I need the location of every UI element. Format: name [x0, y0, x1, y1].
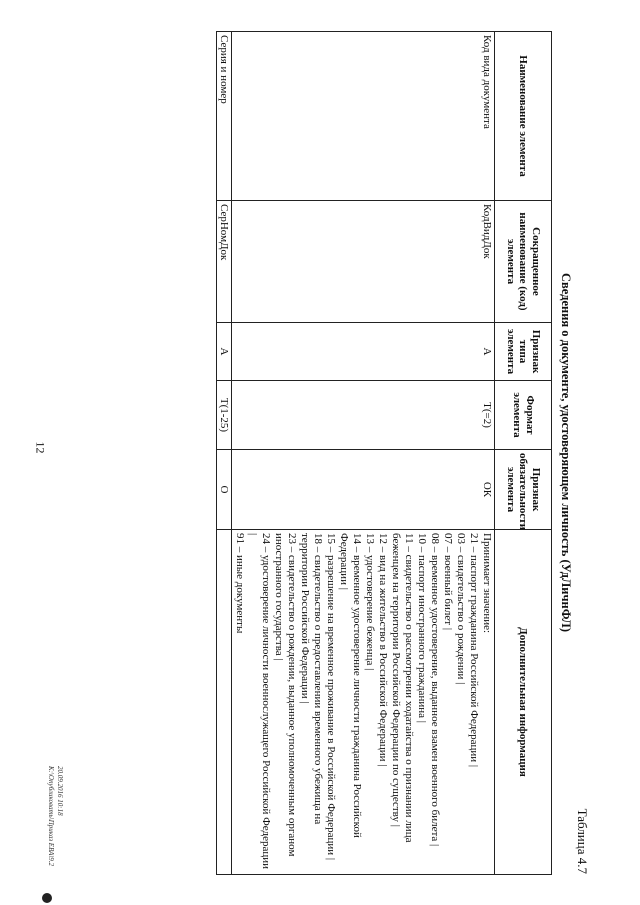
cell-code: СерНомДок [217, 201, 232, 323]
footer-date: 20.09.2016 10:18 [56, 766, 64, 816]
info-line: Принимает значение: [481, 533, 493, 634]
cell-type: А [217, 323, 232, 381]
table-row [217, 32, 232, 875]
info-line: 23 – свидетельство о рождении, выданное уполномоченным органом иностранного государства | [273, 533, 298, 857]
info-line: 10 – паспорт иностранного гражданина | [416, 533, 428, 723]
cell-format: T(1-25) [217, 381, 232, 450]
info-line: 12 – вид на жительство в Российской Федерации | [377, 533, 389, 767]
cell-format: T(=2) [232, 381, 495, 450]
header-code: Сокращенное наименование (код) элемента [495, 201, 552, 323]
table-caption: Сведения о документе, удостоверяющем личность (УдЛичнФЛ) [559, 272, 573, 633]
elements-table [216, 31, 552, 875]
info-line: 11 – свидетельство о рассмотрении ходатайства о признании лица беженцем на территории Российской Федерации по существу | [390, 533, 415, 843]
punch-hole-mark [42, 893, 52, 903]
header-format: Формат элемента [495, 381, 552, 450]
header-name: Наименование элемента [495, 32, 552, 201]
header-type: Признак типа элемента [495, 323, 552, 381]
cell-code: КодВидДок [232, 201, 495, 323]
info-line: 13 – удостоверение беженца | [364, 533, 376, 671]
cell-required: О [217, 450, 232, 530]
cell-info [217, 530, 232, 875]
info-line: 18 – свидетельство о предоставлении временного убежища на территории Российской Федерации | [299, 533, 324, 825]
info-line: 14 – временное удостоверение личности гражданина Российской Федерации | [338, 533, 363, 838]
header-required: Признак обязательности элемента [495, 450, 552, 530]
table-header-row [495, 32, 552, 875]
info-line: 07 – военный билет | [442, 533, 454, 631]
cell-name: Код вида документа [232, 32, 495, 201]
rotated-page-content [120, 31, 590, 874]
info-line: 15 – разрешение на временное проживание в Российской Федерации | [325, 533, 337, 861]
table-label: Таблица 4.7 [575, 808, 590, 874]
cell-name: Серия и номер [217, 32, 232, 201]
table-row [232, 32, 495, 875]
info-line: 08 – временное удостоверение, выданное взамен военного билета | [429, 533, 441, 847]
info-line: 03 – свидетельство о рождении | [455, 533, 467, 685]
info-line: 21 – паспорт гражданина Российской Федерации | [468, 533, 480, 768]
page-number: 12 [33, 441, 48, 454]
info-line: 91 – иные документы [234, 533, 246, 634]
cell-required: ОК [232, 450, 495, 530]
footer-path: К:\Опубликовать\Приказ ЕВА\9.2 [47, 766, 55, 867]
footer-stamp [34, 760, 64, 900]
header-info: Дополнительная информация [495, 530, 552, 875]
cell-info [232, 530, 495, 875]
cell-type: А [232, 323, 495, 381]
info-line: 24 – удостоверение личности военнослужащего Российской Федерации | [247, 533, 272, 870]
